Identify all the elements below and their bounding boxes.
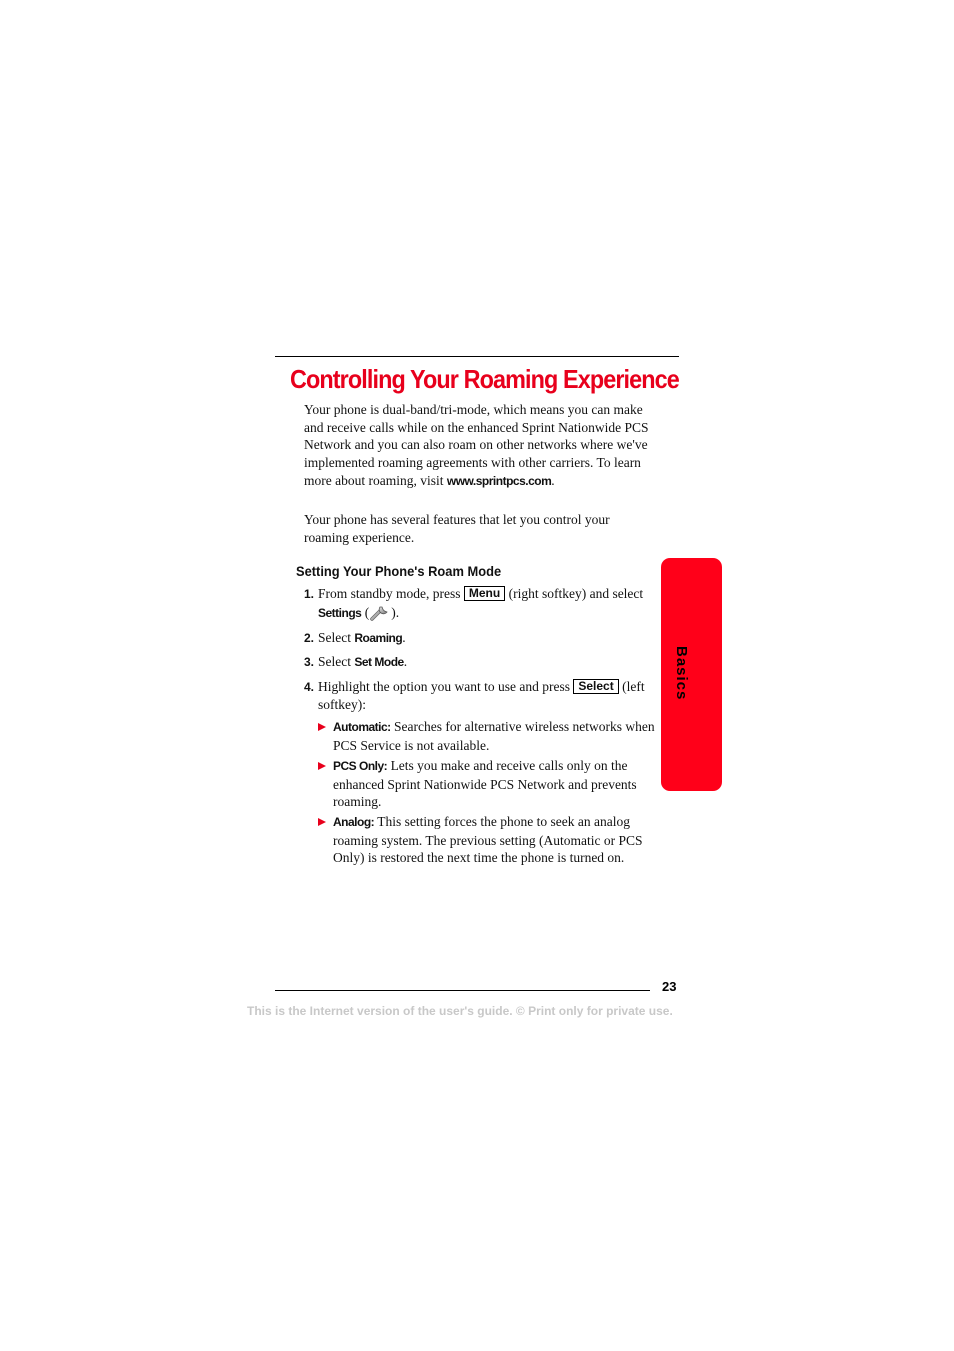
step-number: 4. [304, 680, 315, 694]
select-softkey: Select [573, 679, 618, 694]
step-number: 2. [304, 631, 315, 645]
step-text: From standby mode, press [318, 586, 464, 601]
footer-notice: This is the Internet version of the user's guide. © Print only for private use. [247, 1004, 673, 1018]
step-text: ). [391, 605, 400, 620]
option-desc: This setting forces the phone to seek an analog roaming system. The previous setting (Automatic or PCS Only) is restored the next time the phone is turned on. [333, 814, 643, 866]
option-term: Analog: [333, 815, 375, 829]
step-2 [304, 629, 658, 647]
intro-paragraph [304, 401, 658, 491]
step-text: (right softkey) and select [505, 586, 644, 601]
step-text: (left softkey): [318, 679, 645, 712]
intro-text-end: . [551, 472, 555, 488]
step-1 [304, 585, 658, 622]
page-title: Controlling Your Roaming Experience [290, 364, 679, 394]
bullet-arrow-icon [318, 762, 326, 770]
menu-softkey: Menu [464, 586, 505, 601]
option-desc: Searches for alternative wireless networks when PCS Service is not available. [333, 719, 655, 753]
step-text: Highlight the option you want to use and press [318, 679, 574, 694]
section-tab-label: Basics [673, 646, 690, 701]
step-number: 1. [304, 587, 315, 601]
page-number: 23 [662, 979, 677, 994]
intro-text: Your phone is dual-band/tri-mode, which means you can make and receive calls while on the enhanced Sprint Nationwide PCS Network and you can also roam on other networks where we've implemented roaming agreements with other carriers. To learn more about roaming, visit [304, 402, 649, 488]
step-text: . [402, 630, 406, 645]
option-automatic [318, 718, 658, 754]
top-rule [275, 356, 679, 357]
step-text: Select [318, 654, 355, 669]
step-number: 3. [304, 655, 315, 669]
website-link[interactable]: www.sprintpcs.com [446, 473, 552, 488]
bullet-arrow-icon [318, 818, 326, 826]
option-term: Automatic: [333, 720, 391, 734]
step-text: Select [318, 630, 355, 645]
option-pcs-only [318, 757, 658, 811]
second-paragraph [304, 511, 658, 546]
bullet-arrow-icon [318, 723, 326, 731]
step-3 [304, 653, 658, 671]
set-mode-item: Set Mode [354, 655, 404, 669]
roaming-item: Roaming [354, 631, 403, 645]
second-paragraph-text: Your phone has several features that let you control your roaming experience. [304, 512, 610, 545]
step-text: ( [361, 605, 370, 620]
section-heading: Setting Your Phone's Roam Mode [296, 563, 502, 579]
bottom-rule [275, 990, 650, 991]
step-4 [304, 678, 658, 714]
settings-item: Settings [318, 606, 362, 620]
option-desc: Lets you make and receive calls only on the enhanced Sprint Nationwide PCS Network and prevents roaming. [333, 758, 637, 810]
wrench-icon [369, 603, 391, 621]
option-analog [318, 813, 658, 867]
option-term: PCS Only: [333, 759, 388, 773]
section-tab [661, 558, 722, 791]
step-text: . [403, 654, 408, 669]
